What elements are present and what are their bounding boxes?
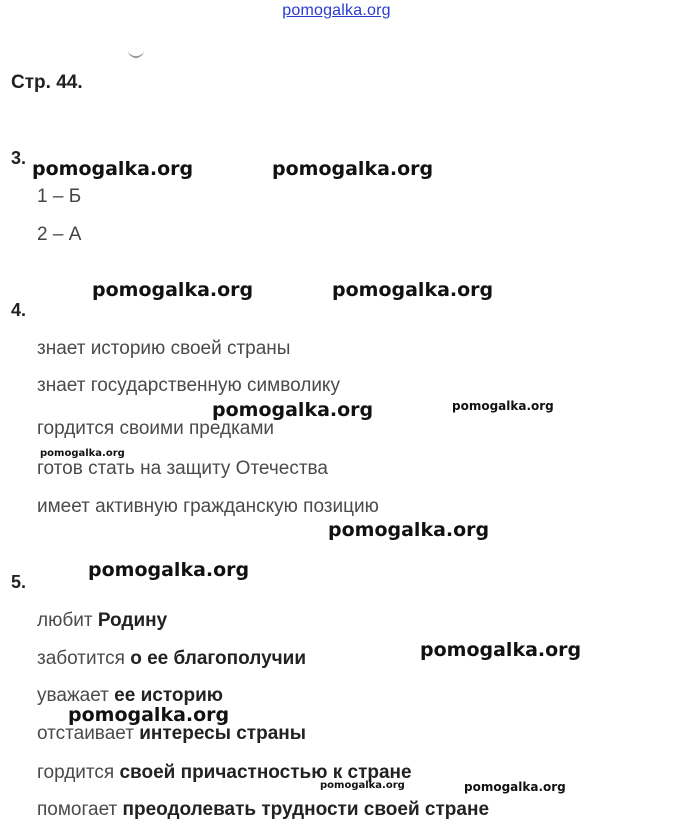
- task-5-verb: отстаивает: [37, 723, 134, 744]
- task-5-verb: уважает: [37, 685, 109, 706]
- watermark: pomogalka.org: [88, 559, 250, 581]
- watermark: pomogalka.org: [320, 780, 405, 791]
- watermark: pomogalka.org: [272, 158, 434, 180]
- task-4-item: гордится своими предками: [37, 418, 275, 439]
- task-3-answer: 1 – Б: [37, 186, 82, 207]
- watermark: pomogalka.org: [92, 279, 254, 301]
- task-4-item: знает государственную символику: [37, 375, 340, 396]
- task-5-item: [37, 610, 167, 632]
- task-5-object: интересы страны: [139, 723, 306, 744]
- task-5-item: [37, 648, 306, 670]
- task-4-number: 4.: [11, 300, 27, 320]
- task-5-number: 5.: [11, 572, 27, 592]
- task-5-object: о ее благополучии: [130, 648, 307, 669]
- task-5-object: преодолевать трудности своей стране: [122, 799, 490, 820]
- site-header-link[interactable]: pomogalka.org: [282, 2, 391, 19]
- task-5-object: ее историю: [114, 685, 223, 706]
- watermark: pomogalka.org: [420, 639, 582, 661]
- task-4-item: имеет активную гражданскую позицию: [37, 496, 379, 517]
- watermark: pomogalka.org: [68, 704, 230, 726]
- watermark: pomogalka.org: [32, 158, 194, 180]
- page-title: Стр. 44.: [11, 72, 83, 93]
- scan-mark: [128, 46, 144, 58]
- task-4-item: готов стать на защиту Отечества: [37, 458, 328, 479]
- watermark: pomogalka.org: [452, 399, 554, 413]
- task-5-verb: заботится: [37, 648, 125, 669]
- watermark: pomogalka.org: [464, 780, 566, 794]
- task-5-verb: любит: [37, 610, 93, 631]
- task-4-item: знает историю своей страны: [37, 338, 291, 359]
- task-5-item: [37, 799, 489, 821]
- task-5-verb: гордится: [37, 762, 115, 783]
- watermark: pomogalka.org: [212, 399, 374, 421]
- task-5-object: Родину: [97, 610, 168, 631]
- task-5-verb: помогает: [37, 799, 118, 820]
- task-3-answer: 2 – А: [37, 224, 82, 245]
- task-5-object: своей причастностью к стране: [119, 762, 412, 783]
- watermark: pomogalka.org: [40, 448, 125, 459]
- task-3-number: 3.: [11, 148, 27, 168]
- watermark: pomogalka.org: [328, 519, 490, 541]
- task-5-item: [37, 723, 306, 745]
- watermark: pomogalka.org: [332, 279, 494, 301]
